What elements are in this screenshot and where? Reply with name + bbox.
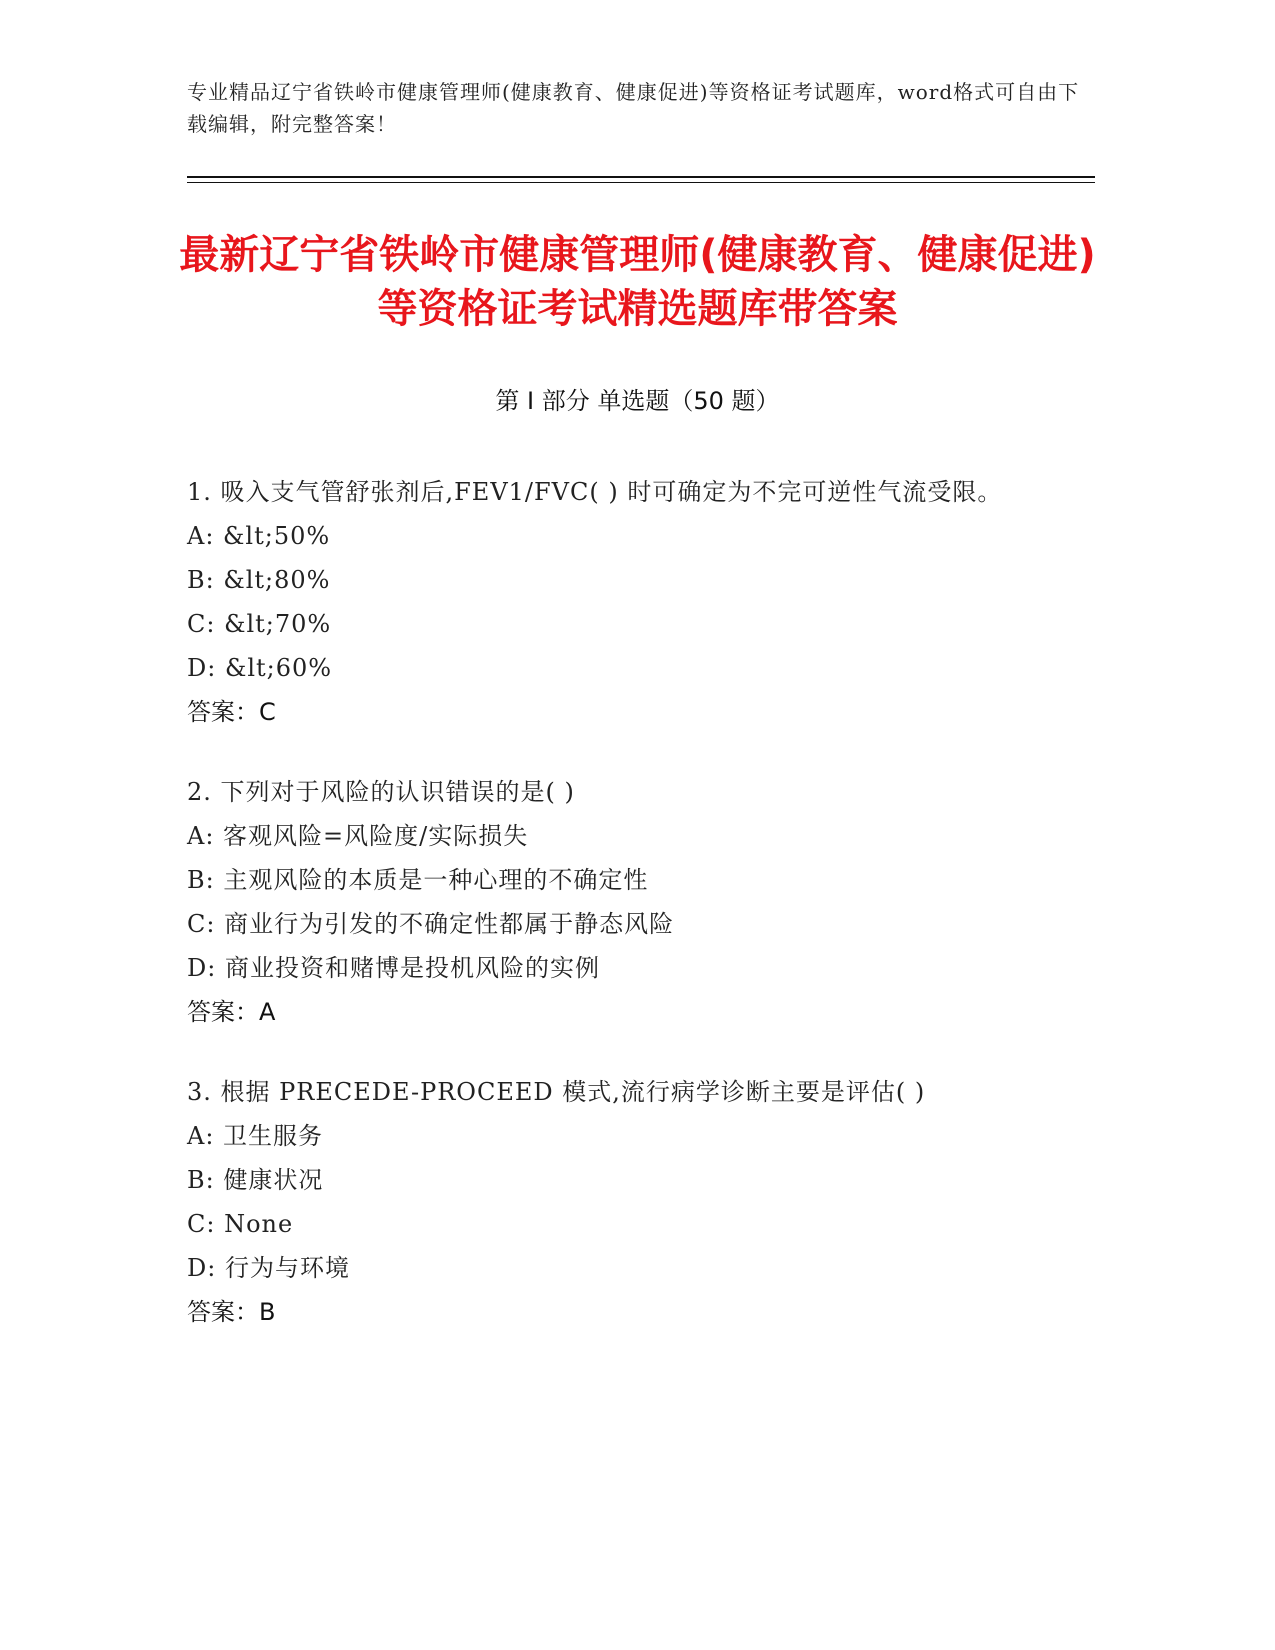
header-rule-thick	[187, 176, 1095, 178]
option-d: D: &lt;60%	[187, 654, 333, 682]
section-title: 第 I 部分 单选题（50 题）	[495, 387, 780, 415]
question-3	[187, 1070, 1087, 1334]
answer-label: 答案：B	[187, 1298, 276, 1326]
question-stem: 2. 下列对于风险的认识错误的是( )	[187, 778, 575, 806]
option-d: D: 商业投资和赌博是投机风险的实例	[187, 954, 600, 982]
option-a: A: &lt;50%	[187, 522, 331, 550]
option-c: C: None	[187, 1210, 294, 1238]
answer-label: 答案：C	[187, 698, 276, 726]
header-rule-thin	[187, 182, 1095, 183]
option-b: B: 健康状况	[187, 1166, 324, 1194]
option-c: C: &lt;70%	[187, 610, 332, 638]
question-stem: 3. 根据 PRECEDE-PROCEED 模式,流行病学诊断主要是评估( )	[187, 1078, 926, 1106]
document-title: 最新辽宁省铁岭市健康管理师(健康教育、健康促进)等资格证考试精选题库带答案	[179, 232, 1096, 332]
option-c: C: 商业行为引发的不确定性都属于静态风险	[187, 910, 675, 938]
header-note: 专业精品辽宁省铁岭市健康管理师(健康教育、健康促进)等资格证考试题库，word格式可自由下载编辑，附完整答案！	[187, 80, 1080, 136]
option-d: D: 行为与环境	[187, 1254, 350, 1282]
answer-label: 答案：A	[187, 998, 276, 1026]
option-a: A: 卫生服务	[187, 1122, 324, 1150]
question-2	[187, 770, 1087, 1034]
option-b: B: &lt;80%	[187, 566, 331, 594]
question-1	[187, 470, 1087, 734]
question-stem: 1. 吸入支气管舒张剂后,FEV1/FVC( ) 时可确定为不完可逆性气流受限。	[187, 478, 1003, 506]
option-b: B: 主观风险的本质是一种心理的不确定性	[187, 866, 649, 894]
question-list	[187, 470, 1087, 1370]
option-a: A: 客观风险=风险度/实际损失	[187, 822, 529, 850]
